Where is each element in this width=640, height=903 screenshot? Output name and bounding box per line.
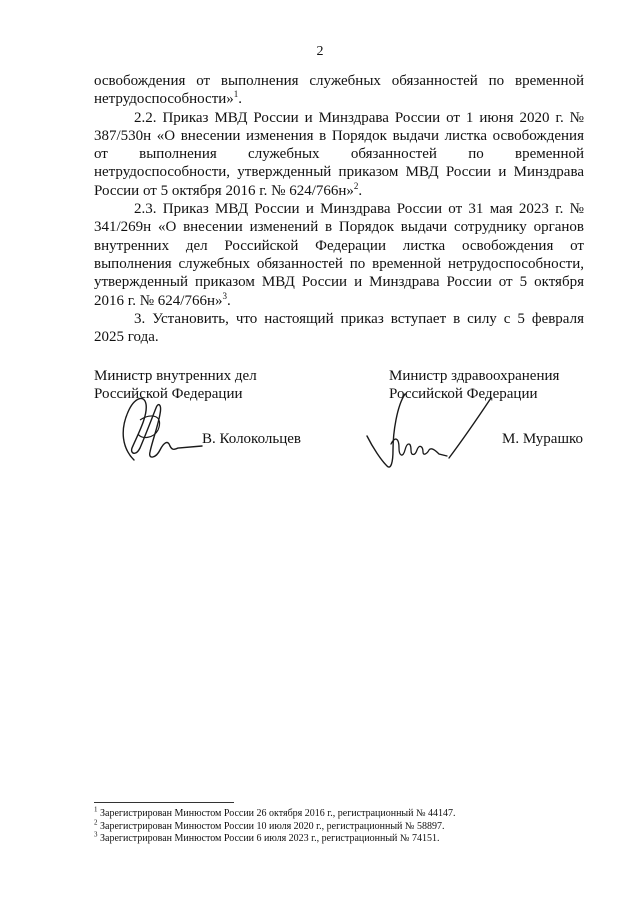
paragraph-text: освобождения от выполнения служебных обязанностей по временной нетрудоспособности» — [94, 73, 584, 108]
footnote-ref: 3 — [222, 290, 227, 301]
page-number: 2 — [316, 44, 324, 59]
paragraph-text: 2.2. Приказ МВД России и Минздрава России от 1 июня 2020 г. № 387/530н «О внесении изменения в Порядок выдачи листка освобождения от выполнения служебных обязанностей по временной нетрудоспособности, утвержденный приказом МВД России и Минздрава России от 5 октября 2016 г. № 624/766н» — [94, 109, 584, 199]
signer-title-line: Министр здравоохранения — [389, 368, 560, 384]
signature-left — [112, 390, 204, 468]
paragraph-tail: . — [238, 91, 243, 108]
footnotes — [94, 805, 594, 846]
footnote-ref: 1 — [233, 89, 239, 100]
paragraph-2-2 — [94, 109, 584, 200]
footnote — [94, 818, 594, 834]
footnote-text: Зарегистрирован Минюстом России 10 июля 2020 г., регистрационный № 58897. — [100, 820, 445, 832]
document-body — [94, 72, 584, 346]
footnote — [94, 830, 594, 846]
paragraph-tail: . — [358, 182, 363, 199]
signer-name-right: М. Мурашко — [502, 431, 584, 447]
paragraph-3 — [94, 310, 584, 347]
paragraph-text: 3. Установить, что настоящий приказ вступает в силу с 5 февраля 2025 года. — [94, 310, 584, 346]
signer-name-left: В. Колокольцев — [202, 431, 301, 447]
signer-title-line: Российской Федерации — [94, 386, 243, 402]
signer-title-line: Российской Федерации — [389, 386, 538, 402]
footnote-separator — [94, 802, 234, 803]
footnote-ref: 2 — [353, 180, 359, 191]
footnote-text: Зарегистрирован Минюстом России 6 июля 2023 г., регистрационный № 74151. — [100, 833, 440, 844]
footnote-number: 2 — [94, 818, 98, 827]
signature-right — [365, 392, 495, 472]
footnote-number: 3 — [94, 830, 98, 839]
paragraph-continuation — [94, 72, 584, 109]
footnote-number: 1 — [94, 805, 98, 814]
paragraph-tail: . — [226, 292, 231, 309]
paragraph-text: 2.3. Приказ МВД России и Минздрава России от 31 мая 2023 г. № 341/269н «О внесении изменений в Порядок выдачи сотруднику органов внутренних дел Российской Федерации листка освобождения от выполнения служебных обязанностей по временной нетрудоспособности, утвержденный приказом МВД России и Минздрава России от 5 октября 2016 г. № 624/766н» — [94, 201, 584, 309]
footnote-text: Зарегистрирован Минюстом России 26 октября 2016 г., регистрационный № 44147. — [100, 808, 456, 819]
paragraph-2-3 — [94, 200, 584, 310]
signer-title-line: Министр внутренних дел — [94, 368, 257, 384]
footnote — [94, 805, 594, 821]
